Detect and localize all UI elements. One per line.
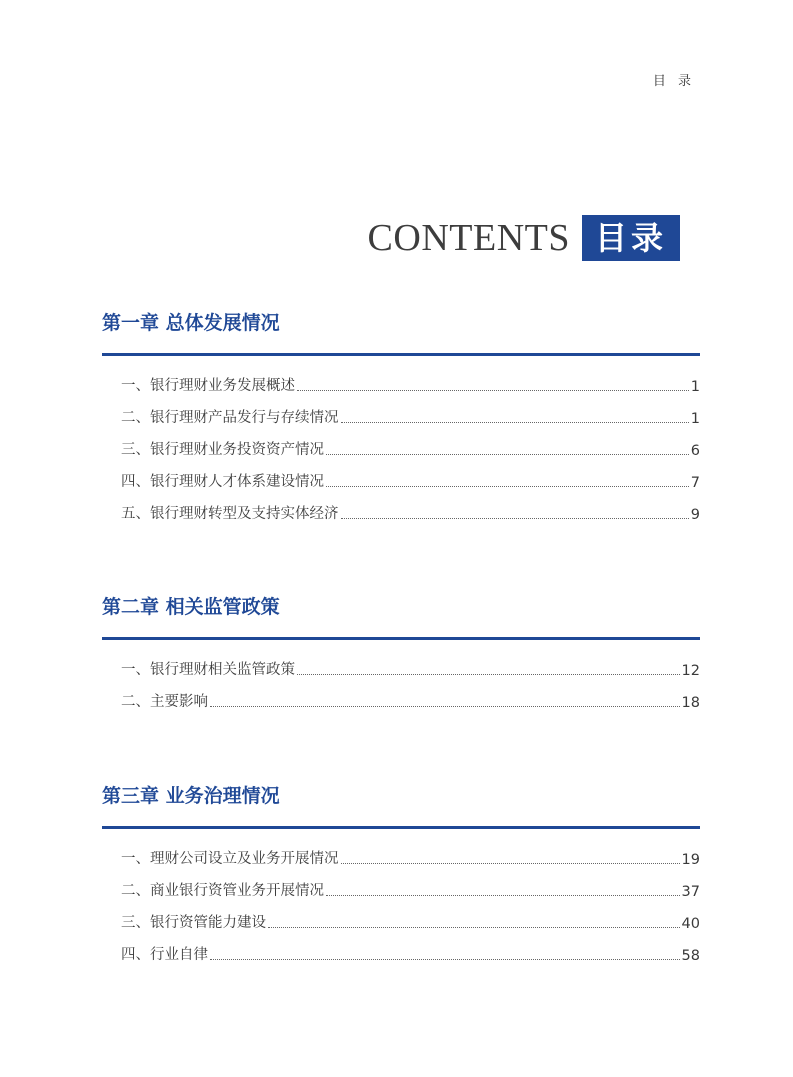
- toc-leader-dots: [210, 959, 680, 960]
- toc-entry[interactable]: [121, 653, 700, 685]
- toc-page-number: 37: [681, 884, 700, 900]
- toc-entry[interactable]: [121, 938, 700, 970]
- toc-page-number: 7: [690, 475, 700, 491]
- running-header: 目 录: [652, 74, 695, 89]
- toc-entry-text: 五、银行理财转型及支持实体经济: [121, 506, 339, 522]
- toc-entry-text: 三、银行理财业务投资资产情况: [121, 442, 324, 458]
- toc-leader-dots: [326, 486, 689, 487]
- toc-leader-dots: [297, 674, 680, 675]
- chapter-divider: [102, 637, 700, 640]
- toc-page-number: 58: [681, 948, 700, 964]
- toc-entry-text: 四、银行理财人才体系建设情况: [121, 474, 324, 490]
- toc-list: [102, 653, 700, 717]
- toc-page-number: 18: [681, 695, 700, 711]
- chapter-3: [102, 781, 700, 970]
- chapter-2: [102, 592, 700, 717]
- toc-page-number: 12: [681, 663, 700, 679]
- toc-leader-dots: [326, 454, 689, 455]
- toc-entry[interactable]: [121, 465, 700, 497]
- toc-page-number: 1: [690, 411, 700, 427]
- toc-entry-text: 二、商业银行资管业务开展情况: [121, 883, 324, 899]
- toc-page-number: 9: [690, 507, 700, 523]
- toc-leader-dots: [268, 927, 680, 928]
- toc-entry[interactable]: [121, 685, 700, 717]
- toc-page-number: 40: [681, 916, 700, 932]
- toc-leader-dots: [341, 863, 680, 864]
- toc-page-number: 1: [690, 379, 700, 395]
- toc-entry-text: 三、银行资管能力建设: [121, 915, 266, 931]
- toc-entry-text: 四、行业自律: [121, 947, 208, 963]
- toc-page-number: 19: [681, 852, 700, 868]
- toc-entry[interactable]: [121, 842, 700, 874]
- toc-entry[interactable]: [121, 497, 700, 529]
- toc-entry-text: 一、银行理财相关监管政策: [121, 662, 295, 678]
- toc-entry-text: 一、理财公司设立及业务开展情况: [121, 851, 339, 867]
- contents-title-en: CONTENTS: [367, 217, 570, 259]
- toc-entry-text: 二、银行理财产品发行与存续情况: [121, 410, 339, 426]
- toc-leader-dots: [326, 895, 680, 896]
- chapter-divider: [102, 826, 700, 829]
- toc-leader-dots: [341, 422, 689, 423]
- contents-title-zh-badge: 目录: [582, 215, 680, 261]
- contents-heading: [368, 215, 680, 261]
- toc-entry[interactable]: [121, 433, 700, 465]
- toc-leader-dots: [297, 390, 689, 391]
- toc-leader-dots: [210, 706, 680, 707]
- toc-entry-text: 二、主要影响: [121, 694, 208, 710]
- chapter-title: 第三章 业务治理情况: [102, 785, 280, 807]
- toc-page-number: 6: [690, 443, 700, 459]
- chapter-divider: [102, 353, 700, 356]
- toc-leader-dots: [341, 518, 689, 519]
- chapter-1: [102, 308, 700, 529]
- chapter-title: 第二章 相关监管政策: [102, 596, 280, 618]
- toc-list: [102, 842, 700, 970]
- toc-entry[interactable]: [121, 401, 700, 433]
- toc-list: [102, 369, 700, 529]
- toc-entry[interactable]: [121, 874, 700, 906]
- chapter-title: 第一章 总体发展情况: [102, 312, 280, 334]
- toc-entry[interactable]: [121, 906, 700, 938]
- toc-entry-text: 一、银行理财业务发展概述: [121, 378, 295, 394]
- toc-entry[interactable]: [121, 369, 700, 401]
